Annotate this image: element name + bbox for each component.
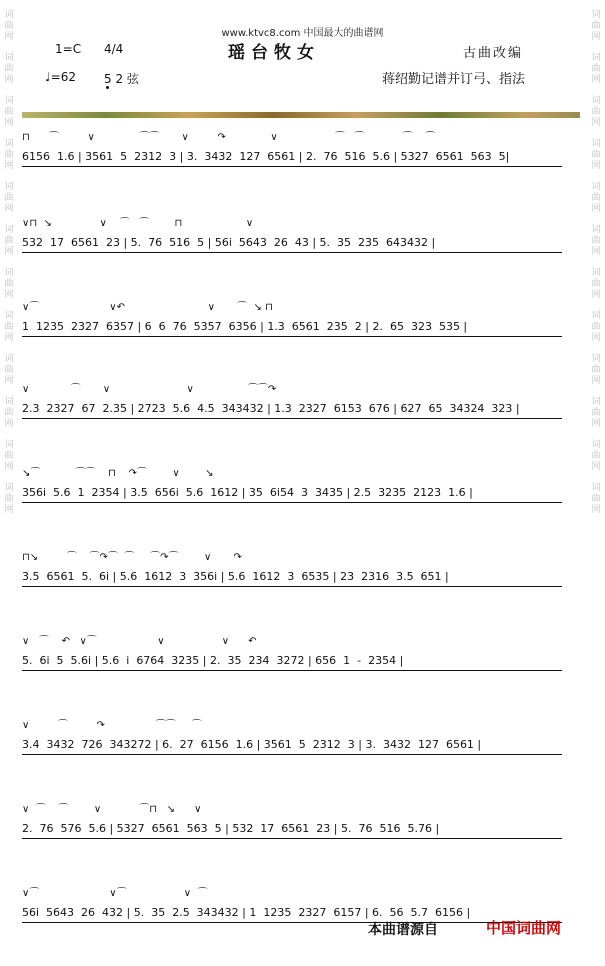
beam-line xyxy=(22,502,562,503)
watermark-char: 曲 xyxy=(4,322,14,332)
watermark-char: 词 xyxy=(591,139,601,149)
watermark-char: 网 xyxy=(591,32,601,42)
watermark-group xyxy=(591,440,600,473)
watermark-group xyxy=(4,225,13,258)
watermark-group xyxy=(4,311,13,344)
score-line xyxy=(22,464,582,499)
watermark-char: 网 xyxy=(4,333,14,343)
bowing-marks: ∨⊓ ↘ ∨ ⌒ ⌒ ⊓ ∨ xyxy=(22,218,254,229)
score-line xyxy=(22,298,582,333)
note-sequence: 5. 6i 5 5.6i | 5.6 i 6764 3235 | 2. 35 234 3272 | 656 1 - 2354 | xyxy=(22,654,404,667)
watermark-char: 词 xyxy=(4,53,14,63)
bowing-marks: ∨⌒ ∨⌒ ∨ ⌒ xyxy=(22,888,208,899)
watermark-char: 曲 xyxy=(4,107,14,117)
watermark-char: 网 xyxy=(4,376,14,386)
watermark-char: 曲 xyxy=(4,365,14,375)
watermark-char: 网 xyxy=(591,161,601,171)
note-sequence: 2. 76 576 5.6 | 5327 6561 563 5 | 532 17 6561 23 | 5. 76 516 5.76 | xyxy=(22,822,440,835)
note-sequence: 6156 1.6 | 3561 5 2312 3 | 3. 3432 127 6561 | 2. 76 516 5.6 | 5327 6561 563 5| xyxy=(22,150,510,163)
watermark-char: 网 xyxy=(4,32,14,42)
watermark-char: 词 xyxy=(591,354,601,364)
watermark-char: 网 xyxy=(591,75,601,85)
watermark-char: 曲 xyxy=(4,193,14,203)
bowing-marks: ∨⌒ ∨↶ ∨ ⌒ ↘ ⊓ xyxy=(22,302,273,313)
watermark-char: 网 xyxy=(591,290,601,300)
watermark-char: 词 xyxy=(591,483,601,493)
watermark-char: 曲 xyxy=(4,150,14,160)
watermark-group xyxy=(591,139,600,172)
watermark-char: 词 xyxy=(4,139,14,149)
watermark-group xyxy=(591,483,600,516)
watermark-char: 曲 xyxy=(591,408,601,418)
watermark-char: 网 xyxy=(4,161,14,171)
watermark-char: 曲 xyxy=(4,408,14,418)
watermark-group xyxy=(591,311,600,344)
watermark-group xyxy=(4,139,13,172)
watermark-char: 曲 xyxy=(4,451,14,461)
watermark-char: 词 xyxy=(4,268,14,278)
watermark-char: 词 xyxy=(591,440,601,450)
note-sequence: 1 1235 2327 6357 | 6 6 76 5357 6356 | 1.3 6561 235 2 | 2. 65 323 535 | xyxy=(22,320,468,333)
beam-line xyxy=(22,418,562,419)
watermark-char: 网 xyxy=(4,75,14,85)
score-line xyxy=(22,716,582,751)
watermark-group xyxy=(4,397,13,430)
watermark-group xyxy=(591,397,600,430)
beam-line xyxy=(22,586,562,587)
watermark-char: 曲 xyxy=(591,107,601,117)
watermark-group xyxy=(591,96,600,129)
bowing-marks: ∨ ⌒ ⌒ ∨ ⌒⊓ ↘ ∨ xyxy=(22,804,202,815)
watermark-char: 词 xyxy=(591,53,601,63)
watermark-char: 词 xyxy=(591,96,601,106)
site-url[interactable]: www.ktvc8.com 中国最大的曲谱网 xyxy=(221,28,384,39)
watermark-char: 网 xyxy=(4,247,14,257)
watermark-char: 网 xyxy=(4,204,14,214)
footer-text: 本曲谱源自 xyxy=(368,922,438,938)
watermark-char: 网 xyxy=(4,505,14,515)
watermark-char: 曲 xyxy=(4,21,14,31)
credits: 蒋绍勤记谱并订弓、指法 xyxy=(382,72,526,87)
watermark-group xyxy=(4,354,13,387)
watermark-char: 曲 xyxy=(591,365,601,375)
watermark-char: 曲 xyxy=(4,236,14,246)
watermark-group xyxy=(591,354,600,387)
watermark-char: 词 xyxy=(4,311,14,321)
watermark-char: 曲 xyxy=(591,451,601,461)
score-line xyxy=(22,380,582,415)
watermark-char: 词 xyxy=(591,182,601,192)
watermark-group xyxy=(591,268,600,301)
watermark-char: 曲 xyxy=(591,21,601,31)
watermark-char: 词 xyxy=(4,483,14,493)
beam-line xyxy=(22,252,562,253)
watermark-char: 词 xyxy=(4,225,14,235)
watermark-char: 词 xyxy=(4,96,14,106)
right-watermark-column xyxy=(587,0,605,966)
left-watermark-column xyxy=(0,0,18,966)
score-line xyxy=(22,632,582,667)
page-title: 瑶台牧女 xyxy=(228,43,320,63)
watermark-char: 词 xyxy=(4,182,14,192)
watermark-char: 网 xyxy=(591,462,601,472)
watermark-char: 网 xyxy=(591,376,601,386)
note-sequence: 3.4 3432 726 343272 | 6. 27 6156 1.6 | 3561 5 2312 3 | 3. 3432 127 6561 | xyxy=(22,738,482,751)
watermark-group xyxy=(591,53,600,86)
watermark-char: 网 xyxy=(591,419,601,429)
bowing-marks: ∨ ⌒ ↶ ∨⌒ ∨ ∨ ↶ xyxy=(22,636,257,647)
bowing-marks: ⊓ ⌒ ∨ ⌒⌒ ∨ ↷ ∨ ⌒ ⌒ ⌒ ⌒ xyxy=(22,132,436,143)
watermark-group xyxy=(4,483,13,516)
note-sequence: 3.5 6561 5. 6i | 5.6 1612 3 356i | 5.6 1612 3 6535 | 23 2316 3.5 651 | xyxy=(22,570,449,583)
watermark-char: 词 xyxy=(4,354,14,364)
beam-line xyxy=(22,166,562,167)
watermark-char: 网 xyxy=(4,118,14,128)
score-line xyxy=(22,214,582,249)
watermark-char: 词 xyxy=(4,397,14,407)
bowing-marks: ∨ ⌒ ∨ ∨ ⌒⌒↷ xyxy=(22,384,277,395)
note-sequence: 2.3 2327 67 2.35 | 2723 5.6 4.5 343432 | 1.3 2327 6153 676 | 627 65 34324 323 | xyxy=(22,402,520,415)
watermark-char: 曲 xyxy=(591,64,601,74)
watermark-char: 曲 xyxy=(4,64,14,74)
score-line xyxy=(22,800,582,835)
tempo-marking: ♩=62 xyxy=(45,70,76,84)
beam-line xyxy=(22,922,562,923)
note-sequence: 532 17 6561 23 | 5. 76 516 5 | 56i 5643 26 43 | 5. 35 235 643432 | xyxy=(22,236,436,249)
beam-line xyxy=(22,838,562,839)
watermark-char: 网 xyxy=(4,419,14,429)
beam-line xyxy=(22,754,562,755)
watermark-char: 网 xyxy=(591,204,601,214)
watermark-char: 曲 xyxy=(591,494,601,504)
beam-line xyxy=(22,670,562,671)
watermark-char: 词 xyxy=(4,10,14,20)
source-note: 古曲改编 xyxy=(463,46,524,61)
time-signature: 4/4 xyxy=(104,42,124,56)
watermark-group xyxy=(4,440,13,473)
tuning-marking: 5 2 弦 xyxy=(104,72,139,86)
watermark-char: 网 xyxy=(591,333,601,343)
watermark-group xyxy=(591,182,600,215)
note-sequence: 356i 5.6 1 2354 | 3.5 656i 5.6 1612 | 35 6i54 3 3435 | 2.5 3235 2123 1.6 | xyxy=(22,486,473,499)
beam-line xyxy=(22,336,562,337)
note-sequence: 56i 5643 26 432 | 5. 35 2.5 343432 | 1 1235 2327 6157 | 6. 56 5.7 6156 | xyxy=(22,906,471,919)
watermark-char: 词 xyxy=(591,397,601,407)
watermark-group xyxy=(4,182,13,215)
score-line xyxy=(22,128,582,163)
watermark-char: 曲 xyxy=(4,279,14,289)
score-line xyxy=(22,548,582,583)
watermark-char: 曲 xyxy=(591,279,601,289)
watermark-group xyxy=(4,53,13,86)
watermark-char: 词 xyxy=(591,225,601,235)
key-signature: 1=C xyxy=(55,42,82,56)
watermark-char: 网 xyxy=(591,505,601,515)
watermark-char: 曲 xyxy=(591,322,601,332)
watermark-char: 词 xyxy=(591,311,601,321)
watermark-char: 网 xyxy=(591,247,601,257)
watermark-char: 词 xyxy=(4,440,14,450)
watermark-char: 曲 xyxy=(591,236,601,246)
bowing-marks: ⊓↘ ⌒ ⌒↷⌒ ⌒ ⌒↷⌒ ∨ ↷ xyxy=(22,552,242,563)
watermark-char: 网 xyxy=(4,462,14,472)
watermark-char: 曲 xyxy=(4,494,14,504)
bowing-marks: ∨ ⌒ ↷ ⌒⌒ ⌒ xyxy=(22,720,202,731)
watermark-group xyxy=(4,268,13,301)
watermark-group xyxy=(4,96,13,129)
watermark-char: 词 xyxy=(591,10,601,20)
watermark-char: 网 xyxy=(591,118,601,128)
bowing-marks: ↘⌒ ⌒⌒ ⊓ ↷⌒ ∨ ↘ xyxy=(22,468,214,479)
octave-dot xyxy=(106,86,109,89)
watermark-char: 词 xyxy=(591,268,601,278)
score-line xyxy=(22,884,582,919)
watermark-char: 网 xyxy=(4,290,14,300)
watermark-group xyxy=(591,225,600,258)
watermark-char: 曲 xyxy=(591,193,601,203)
watermark-char: 曲 xyxy=(591,150,601,160)
decorative-divider xyxy=(22,112,580,118)
footer-brand[interactable]: 中国词曲网 xyxy=(486,919,562,937)
